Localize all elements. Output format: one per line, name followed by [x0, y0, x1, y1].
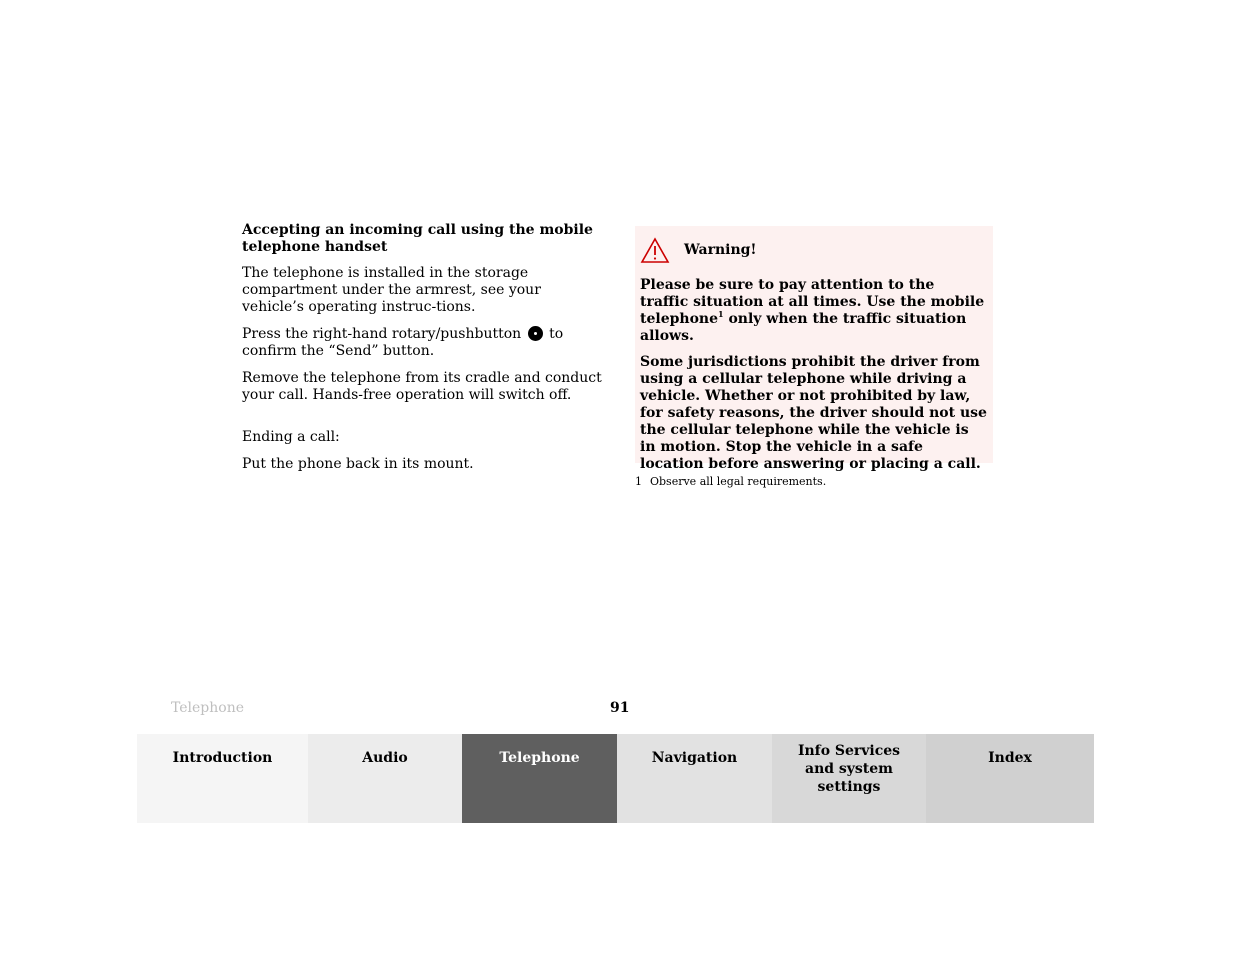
send-text-before: Press the right-hand rotary/pushbutton — [242, 326, 522, 342]
ending-label: Ending a call: — [242, 429, 340, 445]
footnote-text: Observe all legal requirements. — [650, 475, 827, 488]
footnote-number: 1 — [635, 475, 642, 488]
send-paragraph — [242, 326, 607, 360]
nav-tab-index[interactable] — [926, 734, 1094, 823]
warning-paragraph-1 — [640, 277, 987, 345]
warning-triangle-icon — [640, 237, 670, 264]
footnote-reference: 1 — [718, 309, 724, 319]
send-text-after: to confirm the “Send” button. — [242, 326, 564, 359]
section-heading: Accepting an incoming call using the mobile telephone handset — [242, 222, 593, 255]
nav-tab-label: Telephone — [499, 750, 580, 766]
nav-tab-label: Navigation — [651, 750, 738, 766]
nav-tab-label: Index — [988, 750, 1032, 766]
nav-tab-label: Introduction — [172, 750, 273, 766]
main-content — [242, 222, 607, 483]
nav-tab-info-services[interactable] — [772, 734, 926, 823]
chapter-nav-bar — [137, 734, 1094, 823]
ending-text: Put the phone back in its mount. — [242, 456, 474, 472]
section-label: Telephone — [171, 700, 245, 716]
warning-header — [640, 235, 987, 265]
nav-tab-telephone[interactable] — [462, 734, 617, 823]
footnote — [635, 475, 826, 488]
warning-title: Warning! — [684, 242, 757, 258]
remove-paragraph: Remove the telephone from its cradle and conduct your call. Hands-free operation will switch off. — [242, 370, 602, 403]
rotary-pushbutton-icon — [528, 326, 543, 341]
nav-tab-audio[interactable] — [308, 734, 462, 823]
page-number: 91 — [610, 700, 630, 716]
warning-text-after: only when the traffic situation allows. — [640, 311, 967, 344]
warning-text-before: Please be sure to pay attention to the traffic situation at all times. Use the mobile telephone — [640, 277, 985, 327]
install-paragraph: The telephone is installed in the storage compartment under the armrest, see your vehicle’s operating instruc-tions. — [242, 265, 541, 315]
nav-tab-label: Info Services and system settings — [797, 743, 901, 795]
warning-paragraph-2: Some jurisdictions prohibit the driver from using a cellular telephone while driving a vehicle. Whether or not prohibited by law, for safety reasons, the driver should not use the cellular telephone while the vehicle is in motion. Stop the vehicle in a safe location before answering or placing a call. — [640, 354, 987, 472]
nav-tab-introduction[interactable] — [137, 734, 308, 823]
nav-tab-navigation[interactable] — [617, 734, 772, 823]
warning-box — [635, 226, 993, 472]
nav-tab-label: Audio — [362, 750, 408, 766]
